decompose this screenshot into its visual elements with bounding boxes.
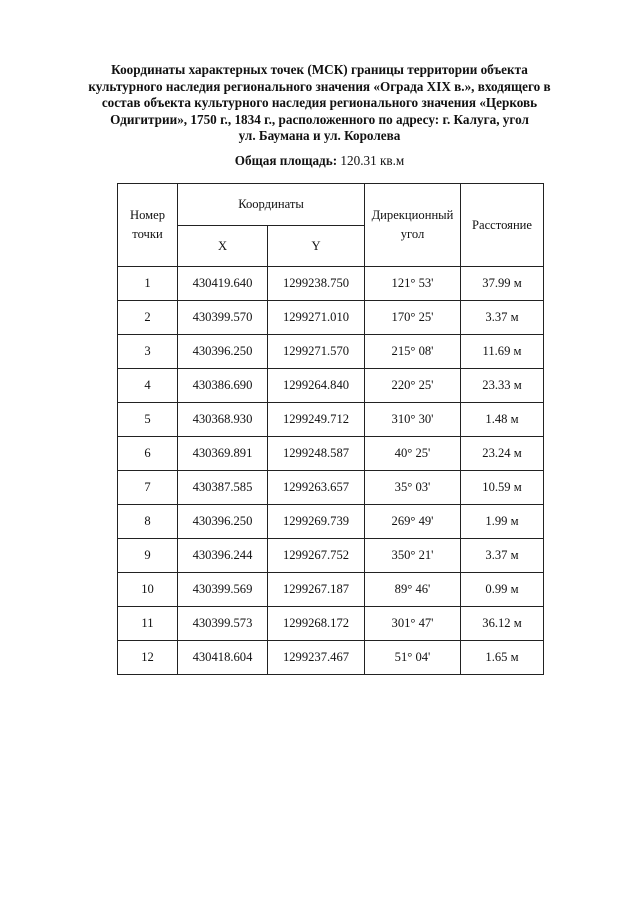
y-coordinate-cell: 1299263.657 — [268, 471, 365, 505]
header-text: точки — [132, 227, 163, 241]
total-area-label: Общая площадь: — [234, 153, 338, 168]
direction-angle-cell: 350° 21' — [365, 539, 461, 573]
coordinates-table — [117, 183, 544, 675]
header-row — [118, 184, 544, 226]
x-coordinate-cell: 430399.570 — [178, 301, 268, 335]
distance-cell: 37.99 м — [461, 267, 544, 301]
x-coordinate-cell: 430419.640 — [178, 267, 268, 301]
total-area — [0, 153, 639, 169]
total-area-value: 120.31 кв.м — [340, 153, 405, 168]
coordinates-header: Координаты — [178, 184, 365, 226]
x-coordinate-cell: 430396.250 — [178, 335, 268, 369]
direction-angle-cell: 89° 46' — [365, 573, 461, 607]
y-coordinate-cell: 1299267.752 — [268, 539, 365, 573]
x-coordinate-cell: 430418.604 — [178, 641, 268, 675]
table-row — [118, 335, 544, 369]
table-row — [118, 301, 544, 335]
x-coordinate-cell: 430368.930 — [178, 403, 268, 437]
table-row — [118, 573, 544, 607]
point-number-cell: 12 — [118, 641, 178, 675]
header-text: Дирекционный — [371, 208, 454, 222]
table-row — [118, 369, 544, 403]
title-line: Одигитрии», 1750 г., 1834 г., расположенного по адресу: г. Калуга, угол — [110, 111, 529, 127]
title-line: культурного наследия регионального значения «Ограда XIX в.», входящего в — [88, 78, 551, 94]
distance-cell: 36.12 м — [461, 607, 544, 641]
y-coordinate-cell: 1299267.187 — [268, 573, 365, 607]
point-number-cell: 10 — [118, 573, 178, 607]
y-coordinate-cell: 1299271.010 — [268, 301, 365, 335]
title-line: ул. Баумана и ул. Королева — [238, 128, 401, 143]
distance-cell: 3.37 м — [461, 301, 544, 335]
y-coordinate-cell: 1299238.750 — [268, 267, 365, 301]
direction-angle-cell: 220° 25' — [365, 369, 461, 403]
document-title — [60, 62, 579, 145]
point-number-cell: 2 — [118, 301, 178, 335]
direction-angle-cell: 40° 25' — [365, 437, 461, 471]
y-coordinate-cell: 1299237.467 — [268, 641, 365, 675]
distance-cell: 11.69 м — [461, 335, 544, 369]
x-coordinate-cell: 430396.250 — [178, 505, 268, 539]
table-row — [118, 267, 544, 301]
table-row — [118, 607, 544, 641]
x-coordinate-cell: 430369.891 — [178, 437, 268, 471]
table-row — [118, 505, 544, 539]
x-coordinate-cell: 430387.585 — [178, 471, 268, 505]
table-row — [118, 403, 544, 437]
distance-cell: 1.99 м — [461, 505, 544, 539]
direction-angle-cell: 51° 04' — [365, 641, 461, 675]
x-coordinate-cell: 430386.690 — [178, 369, 268, 403]
x-coordinate-cell: 430396.244 — [178, 539, 268, 573]
direction-angle-header — [365, 184, 461, 267]
direction-angle-cell: 121° 53' — [365, 267, 461, 301]
distance-cell: 10.59 м — [461, 471, 544, 505]
y-coordinate-cell: 1299271.570 — [268, 335, 365, 369]
header-text: Номер — [129, 208, 165, 222]
y-coordinate-cell: 1299264.840 — [268, 369, 365, 403]
table-row — [118, 437, 544, 471]
distance-cell: 3.37 м — [461, 539, 544, 573]
x-header: X — [178, 226, 268, 267]
point-number-cell: 6 — [118, 437, 178, 471]
table-row — [118, 539, 544, 573]
direction-angle-cell: 301° 47' — [365, 607, 461, 641]
distance-cell: 23.24 м — [461, 437, 544, 471]
direction-angle-cell: 170° 25' — [365, 301, 461, 335]
y-coordinate-cell: 1299269.739 — [268, 505, 365, 539]
y-header: Y — [268, 226, 365, 267]
point-number-cell: 1 — [118, 267, 178, 301]
direction-angle-cell: 310° 30' — [365, 403, 461, 437]
point-number-cell: 11 — [118, 607, 178, 641]
point-number-cell: 8 — [118, 505, 178, 539]
header-text: угол — [400, 227, 425, 241]
y-coordinate-cell: 1299249.712 — [268, 403, 365, 437]
table-row — [118, 641, 544, 675]
point-number-cell: 9 — [118, 539, 178, 573]
distance-cell: 1.48 м — [461, 403, 544, 437]
direction-angle-cell: 269° 49' — [365, 505, 461, 539]
table-row — [118, 471, 544, 505]
title-line: состав объекта культурного наследия регионального значения «Церковь — [101, 95, 538, 110]
distance-cell: 1.65 м — [461, 641, 544, 675]
point-number-cell: 4 — [118, 369, 178, 403]
direction-angle-cell: 215° 08' — [365, 335, 461, 369]
x-coordinate-cell: 430399.573 — [178, 607, 268, 641]
point-number-cell: 3 — [118, 335, 178, 369]
point-number-header — [118, 184, 178, 267]
title-line: Координаты характерных точек (МСК) границы территории объекта — [111, 62, 528, 77]
distance-cell: 0.99 м — [461, 573, 544, 607]
coordinates-table-body — [118, 184, 544, 675]
x-coordinate-cell: 430399.569 — [178, 573, 268, 607]
point-number-cell: 5 — [118, 403, 178, 437]
y-coordinate-cell: 1299268.172 — [268, 607, 365, 641]
direction-angle-cell: 35° 03' — [365, 471, 461, 505]
y-coordinate-cell: 1299248.587 — [268, 437, 365, 471]
point-number-cell: 7 — [118, 471, 178, 505]
distance-cell: 23.33 м — [461, 369, 544, 403]
distance-header: Расстояние — [461, 184, 544, 267]
